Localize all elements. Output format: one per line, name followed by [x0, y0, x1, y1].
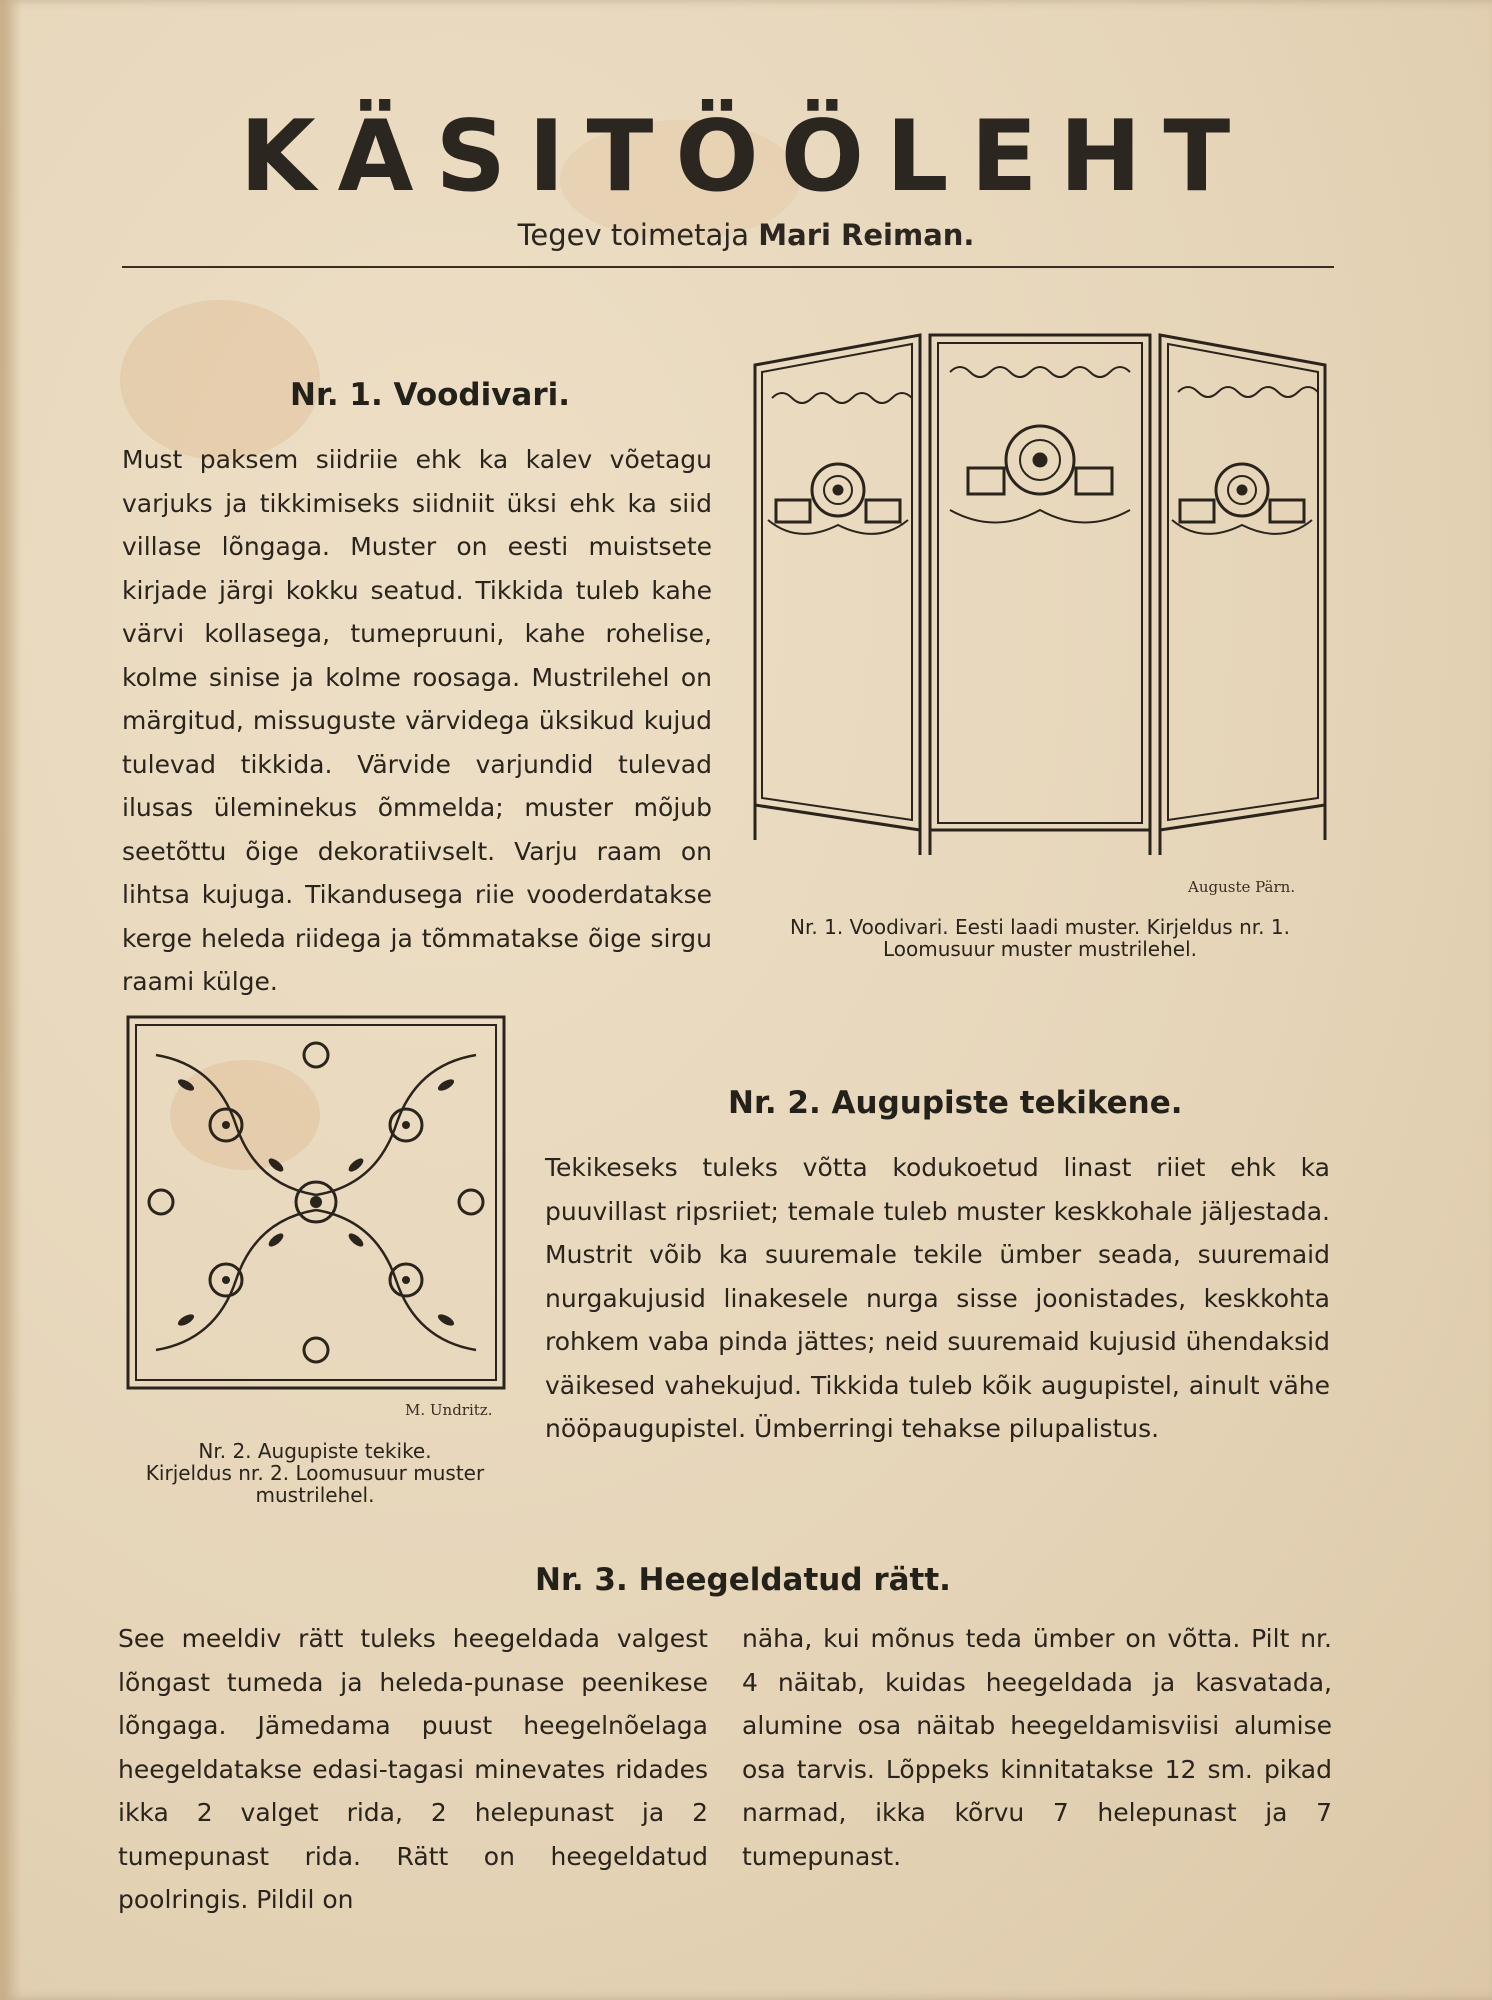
figure2-caption — [110, 1440, 520, 1506]
section2-text: Tekikeseks tuleks võtta kodukoetud linast riiet ehk ka puuvillast ripsriiet; temale tuleb muster keskkohale jäljestada. Mustrit võib ka suuremale tekile ümber seada, suuremaid nurgakujusid linakesele nurga sisse joonistades, keskkohta rohkem vaba pinda jättes; neid suuremaid kujusid ühendaksid väikesed vahekujud. Tikkida tuleb kõik augupistel, ainult vähe nööpaugupistel. Ümberringi tehakse pilupalistus. — [545, 1153, 1330, 1443]
section1-heading: Nr. 1. Voodivari. — [290, 377, 571, 413]
section3-text-right: näha, kui mõnus teda ümber on võtta. Pilt nr. 4 näitab, kuidas heegeldada ja kasvatada, alumine osa näitab heegeldamisviisi alumise osa tarvis. Lõppeks kinnitatakse 12 sm. pikad narmad, ikka kõrvu 7 helepunast ja 7 tumepunast. — [742, 1624, 1332, 1871]
folding-screen-figure — [750, 330, 1330, 860]
section3-heading: Nr. 3. Heegeldatud rätt. — [535, 1562, 951, 1598]
figure1-caption-line1: Nr. 1. Voodivari. Eesti laadi muster. Kirjeldus nr. 1. — [790, 915, 1290, 939]
figure2-credit: M. Undritz. — [405, 1401, 493, 1419]
figure1-caption — [740, 916, 1340, 960]
figure2-caption-line1: Nr. 2. Augupiste tekike. — [198, 1439, 432, 1463]
editor-label: Tegev toimetaja — [517, 218, 750, 252]
coverlet-figure — [126, 1015, 506, 1390]
section1-text: Must paksem siidriie ehk ka kalev võetagu varjuks ja tikkimiseks siidniit üksi ehk ka siid villase lõngaga. Muster on eesti muistsete kirjade järgi kokku seatud. Tikkida tuleb kahe värvi kollasega, tumepruuni, kahe rohelise, kolme sinise ja kolme roosaga. Mustrilehel on märgitud, missuguste värvidega üksikud kujud tulevad tikkida. Värvide varjundid tulevad ilusas üleminekus õmmelda; muster mõjub seetõttu õige dekoratiivselt. Varju raam on lihtsa kujuga. Tikandusega riie vooderdatakse kerge heleda riidega ja tõmmatakse õige sirgu raami külge. — [122, 445, 712, 996]
figure1-caption-line2: Loomusuur muster mustrilehel. — [882, 937, 1198, 961]
figure2-caption-line2: Kirjeldus nr. 2. Loomusuur muster — [145, 1461, 485, 1485]
masthead-divider — [122, 266, 1334, 268]
figure2-caption-line3: mustrilehel. — [255, 1483, 375, 1507]
section2-heading: Nr. 2. Augupiste tekikene. — [728, 1085, 1183, 1121]
figure1-credit: Auguste Pärn. — [1188, 878, 1296, 896]
editor-name: Mari Reiman. — [758, 218, 975, 252]
section3-text-left: See meeldiv rätt tuleks heegeldada valgest lõngast tumeda ja heleda-punase peenikese lõngaga. Jämedama puust heegelnõelaga heegeldatakse edasi-tagasi minevates ridades ikka 2 valget rida, 2 helepunast ja 2 tumepunast rida. Rätt on heegeldatud poolringis. Pildil on — [118, 1624, 708, 1914]
editor-line — [0, 218, 1492, 252]
masthead-title: KÄSITÖÖLEHT — [239, 100, 1253, 214]
